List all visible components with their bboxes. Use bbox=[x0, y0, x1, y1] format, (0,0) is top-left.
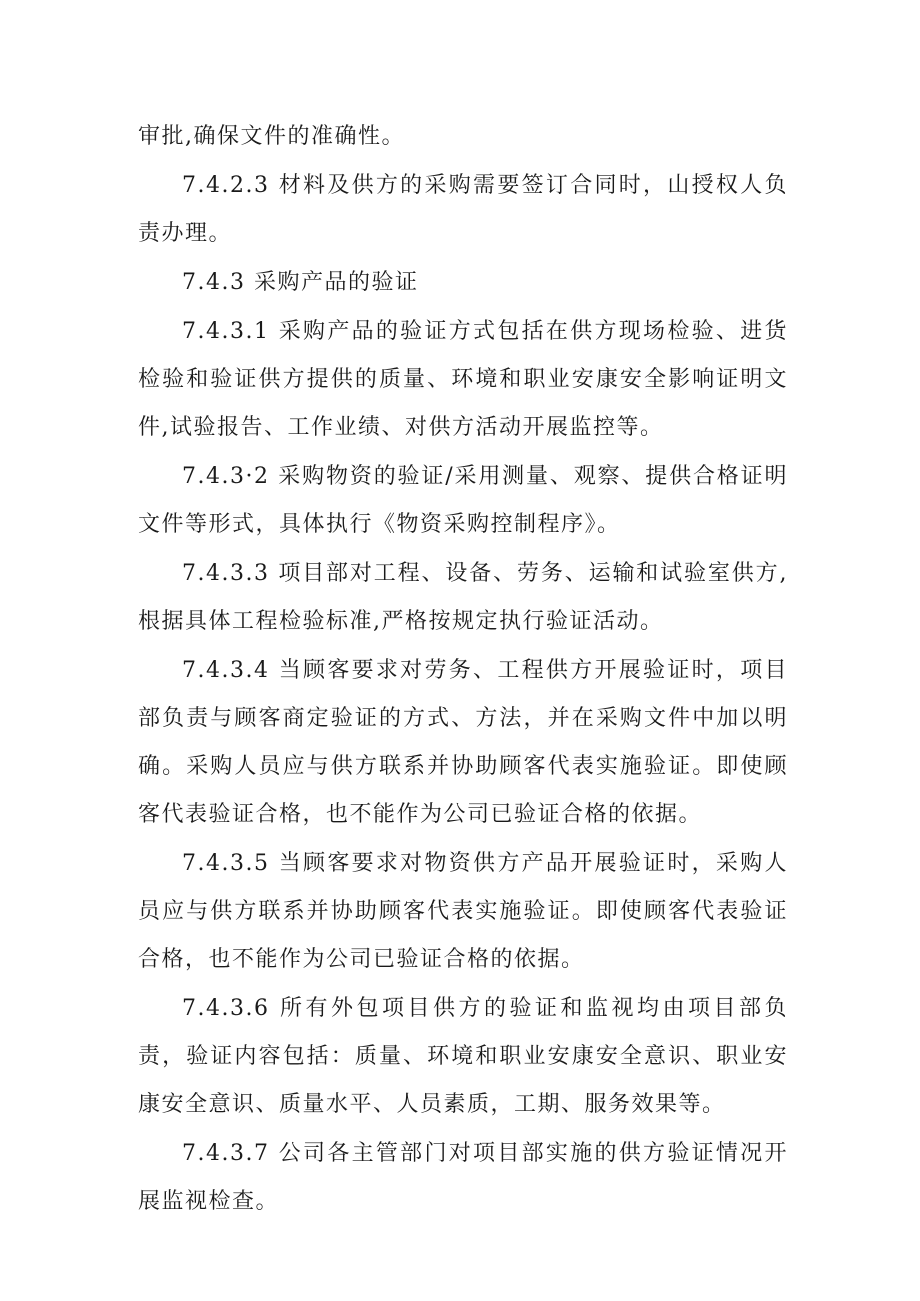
paragraph-7-4-3-3: 7.4.3.3 项目部对工程、设备、劳务、运输和试验室供方,根据具体工程检验标准,严格按规定执行验证活动。 bbox=[138, 561, 788, 634]
paragraph-7-4-3-4: 7.4.3.4 当顾客要求对劳务、工程供方开展验证时，项目部负责与顾客商定验证的方式、方法，并在采购文件中加以明确。采购人员应与供方联系并协助顾客代表实施验证。即使顾客代表验证合格，也不能作为公司已验证合格的依据。 bbox=[138, 658, 788, 827]
paragraph-continuation: 审批,确保文件的准确性。 bbox=[138, 124, 405, 149]
paragraph-7-4-3-7: 7.4.3.7 公司各主管部门对项目部实施的供方验证情况开展监视检查。 bbox=[138, 1141, 788, 1214]
paragraph-7-4-3-5: 7.4.3.5 当顾客要求对物资供方产品开展验证时，采购人员应与供方联系并协助顾客代表实施验证。即使顾客代表验证合格，也不能作为公司已验证合格的依据。 bbox=[138, 851, 788, 972]
paragraph-7-4-3-1: 7.4.3.1 采购产品的验证方式包括在供方现场检验、进货检验和验证供方提供的质量、环境和职业安康安全影响证明文件,试验报告、工作业绩、对供方活动开展监控等。 bbox=[138, 319, 788, 440]
section-heading-7-4-3: 7.4.3 采购产品的验证 bbox=[182, 270, 419, 295]
paragraph-7-4-3-6: 7.4.3.6 所有外包项目供方的验证和监视均由项目部负责，验证内容包括：质量、环境和职业安康安全意识、职业安康安全意识、质量水平、人员素质，工期、服务效果等。 bbox=[138, 996, 788, 1117]
paragraph-7-4-2-3: 7.4.2.3 材料及供方的采购需要签订合同时，山授权人负责办理。 bbox=[138, 173, 788, 246]
paragraph-7-4-3-2: 7.4.3·2 采购物资的验证/采用测量、观察、提供合格证明文件等形式，具体执行《物资采购控制程序》。 bbox=[138, 464, 788, 537]
document-body bbox=[138, 113, 788, 1227]
